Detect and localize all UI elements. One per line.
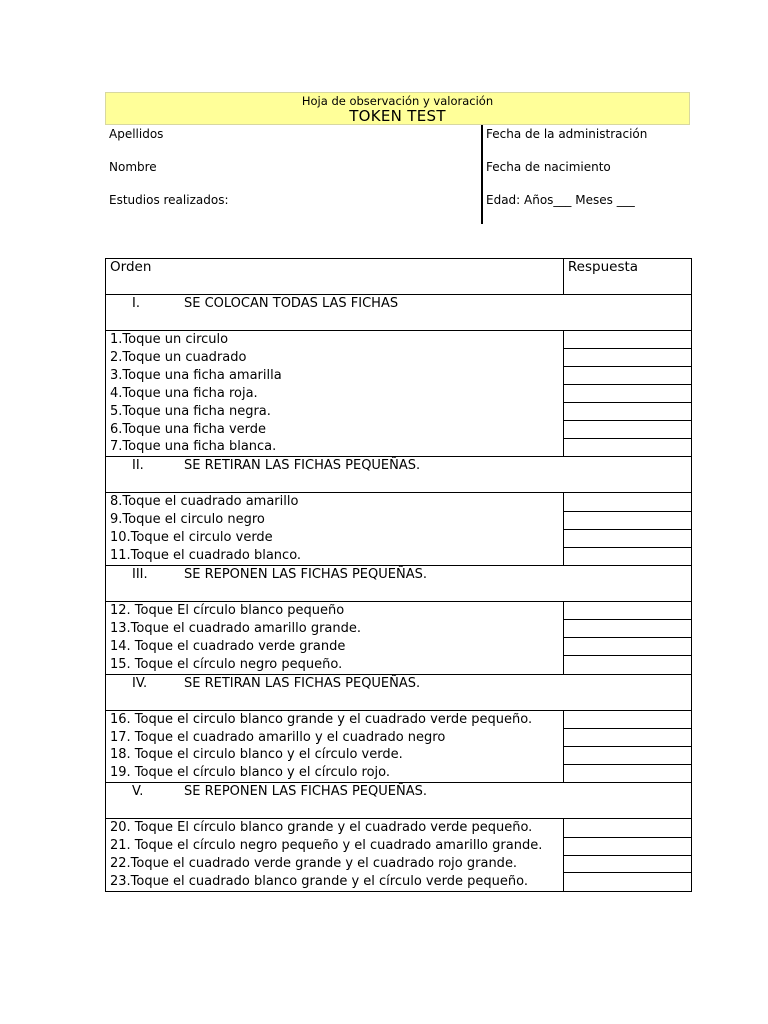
order-text: 15. Toque el círculo negro pequeño. [106, 656, 564, 674]
order-text: 6.Toque una ficha verde [106, 421, 564, 439]
response-cell[interactable] [563, 547, 691, 565]
response-cell[interactable] [563, 331, 691, 349]
table-row [106, 620, 692, 638]
header-divider [481, 125, 483, 224]
table-row [106, 837, 692, 855]
section-heading-spacer [563, 783, 691, 819]
section-numeral: I. [132, 296, 140, 311]
section-title: SE RETIRAN LAS FICHAS PEQUEÑAS. [184, 458, 421, 474]
order-text: 10.Toque el circulo verde [106, 529, 564, 547]
orders-table [105, 258, 692, 892]
field-fecha-administracion: Fecha de la administración [486, 127, 648, 141]
table-row [106, 349, 692, 367]
response-cell[interactable] [563, 529, 691, 547]
response-cell[interactable] [563, 764, 691, 782]
order-text: 21. Toque el círculo negro pequeño y el cuadrado amarillo grande. [106, 837, 564, 855]
section-row [106, 295, 692, 331]
response-cell[interactable] [563, 729, 691, 747]
table-row [106, 855, 692, 873]
response-cell[interactable] [563, 620, 691, 638]
order-text: 2.Toque un cuadrado [106, 349, 564, 367]
order-text: 18. Toque el circulo blanco y el círculo verde. [106, 746, 564, 764]
section-heading [106, 295, 564, 331]
form-header [105, 92, 690, 225]
table-header-row [106, 259, 692, 295]
section-title: SE RETIRAN LAS FICHAS PEQUEÑAS. [184, 675, 421, 691]
response-cell[interactable] [563, 385, 691, 403]
response-cell[interactable] [563, 656, 691, 674]
response-cell[interactable] [563, 367, 691, 385]
section-row [106, 457, 692, 493]
section-row [106, 565, 692, 601]
order-text: 5.Toque una ficha negra. [106, 403, 564, 421]
response-cell[interactable] [563, 638, 691, 656]
response-cell[interactable] [563, 746, 691, 764]
section-numeral: III. [132, 566, 148, 582]
table-row [106, 746, 692, 764]
order-text: 17. Toque el cuadrado amarillo y el cuadrado negro [106, 729, 564, 747]
order-text: 9.Toque el circulo negro [106, 511, 564, 529]
table-row [106, 873, 692, 891]
response-cell[interactable] [563, 421, 691, 439]
section-heading-spacer [563, 565, 691, 601]
response-cell[interactable] [563, 601, 691, 619]
field-estudios: Estudios realizados: [109, 193, 229, 207]
table-row [106, 403, 692, 421]
order-text: 22.Toque el cuadrado verde grande y el cuadrado rojo grande. [106, 855, 564, 873]
section-heading [106, 457, 564, 493]
table-row [106, 385, 692, 403]
order-text: 19. Toque el círculo blanco y el círculo rojo. [106, 764, 564, 782]
order-text: 11.Toque el cuadrado blanco. [106, 547, 564, 565]
section-heading-spacer [563, 674, 691, 710]
section-title: SE COLOCAN TODAS LAS FICHAS [184, 296, 399, 311]
table-row [106, 493, 692, 511]
table-row [106, 710, 692, 728]
order-text: 3.Toque una ficha amarilla [106, 367, 564, 385]
section-numeral: IV. [132, 675, 148, 691]
field-fecha-nacimiento: Fecha de nacimiento [486, 160, 611, 174]
section-row [106, 783, 692, 819]
section-heading [106, 565, 564, 601]
order-text: 1.Toque un circulo [106, 331, 564, 349]
section-title: SE REPONEN LAS FICHAS PEQUEÑAS. [184, 784, 427, 800]
header-title: TOKEN TEST [349, 107, 446, 125]
response-cell[interactable] [563, 855, 691, 873]
order-text: 13.Toque el cuadrado amarillo grande. [106, 620, 564, 638]
column-header-respuesta: Respuesta [563, 259, 691, 295]
response-cell[interactable] [563, 511, 691, 529]
order-text: 7.Toque una ficha blanca. [106, 438, 564, 456]
order-text: 8.Toque el cuadrado amarillo [106, 493, 564, 511]
column-header-orden: Orden [106, 259, 564, 295]
table-row [106, 367, 692, 385]
field-nombre: Nombre [109, 160, 157, 174]
order-text: 16. Toque el circulo blanco grande y el cuadrado verde pequeño. [106, 710, 564, 728]
header-title-band [105, 92, 690, 125]
order-text: 4.Toque una ficha roja. [106, 385, 564, 403]
section-numeral: V. [132, 784, 144, 800]
table-row [106, 511, 692, 529]
response-cell[interactable] [563, 349, 691, 367]
field-apellidos: Apellidos [109, 127, 164, 141]
header-fields [105, 125, 690, 225]
section-row [106, 674, 692, 710]
response-cell[interactable] [563, 837, 691, 855]
order-text: 20. Toque El círculo blanco grande y el cuadrado verde pequeño. [106, 819, 564, 837]
response-cell[interactable] [563, 819, 691, 837]
section-heading-spacer [563, 295, 691, 331]
section-heading [106, 674, 564, 710]
section-title: SE REPONEN LAS FICHAS PEQUEÑAS. [184, 566, 427, 582]
section-heading-spacer [563, 457, 691, 493]
response-cell[interactable] [563, 873, 691, 891]
response-cell[interactable] [563, 438, 691, 456]
table-row [106, 547, 692, 565]
table-row [106, 331, 692, 349]
table-row [106, 819, 692, 837]
table-row [106, 529, 692, 547]
table-row [106, 729, 692, 747]
order-text: 14. Toque el cuadrado verde grande [106, 638, 564, 656]
response-cell[interactable] [563, 403, 691, 421]
table-row [106, 601, 692, 619]
order-text: 23.Toque el cuadrado blanco grande y el círculo verde pequeño. [106, 873, 564, 891]
table-row [106, 438, 692, 456]
response-cell[interactable] [563, 710, 691, 728]
table-row [106, 638, 692, 656]
section-numeral: II. [132, 458, 144, 474]
header-subtitle: Hoja de observación y valoración [301, 94, 494, 108]
response-cell[interactable] [563, 493, 691, 511]
order-text: 12. Toque El círculo blanco pequeño [106, 601, 564, 619]
table-row [106, 421, 692, 439]
table-row [106, 656, 692, 674]
section-heading [106, 783, 564, 819]
table-row [106, 764, 692, 782]
field-edad: Edad: Años___ Meses ___ [486, 193, 635, 207]
